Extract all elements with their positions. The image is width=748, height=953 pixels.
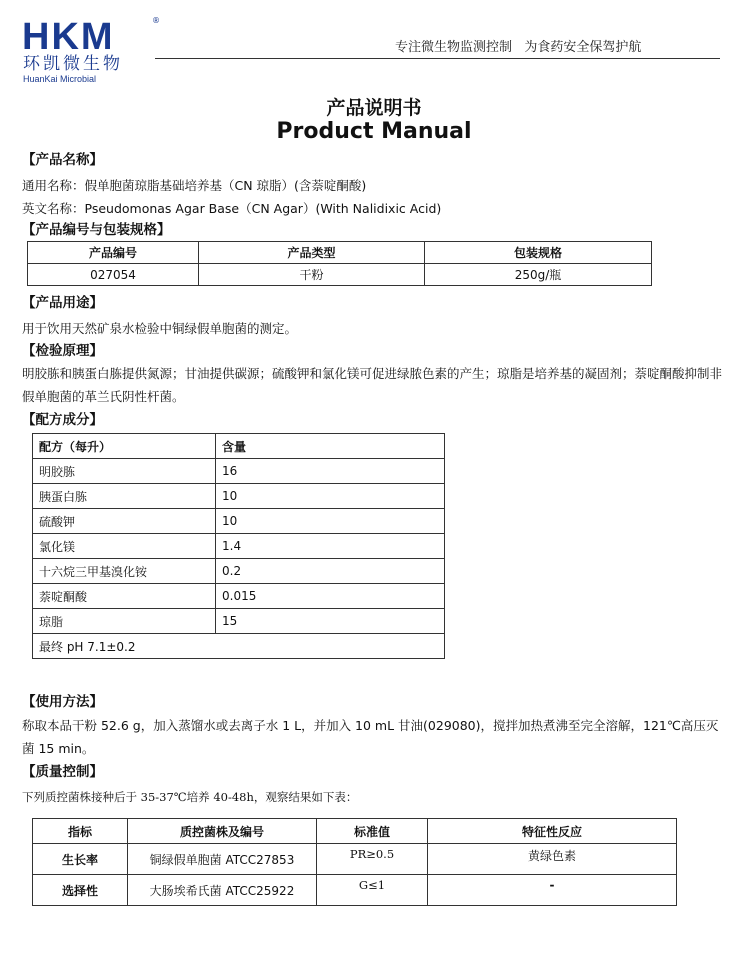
final-ph: 最终 pH 7.1±0.2 bbox=[33, 634, 445, 659]
header-divider bbox=[155, 58, 720, 59]
qc-table bbox=[32, 818, 677, 906]
header-tagline: 专注微生物监测控制 为食药安全保驾护航 bbox=[395, 40, 642, 55]
table-footer-row bbox=[33, 634, 445, 659]
qc-standard: G≤1 bbox=[317, 875, 428, 906]
generic-name: 通用名称：假单胞菌琼脂基础培养基（CN 琼脂）(含萘啶酮酸) bbox=[22, 178, 367, 193]
qc-intro: 下列质控菌株接种后于 35-37℃培养 40-48h，观察结果如下表： bbox=[22, 790, 358, 804]
qc-reaction: 黄绿色素 bbox=[428, 844, 677, 875]
code-table bbox=[27, 241, 652, 286]
header-standard: 标准值 bbox=[317, 819, 428, 844]
qc-strain: 大肠埃希氏菌 ATCC25922 bbox=[128, 875, 317, 906]
section-code-package: 【产品编号与包装规格】 bbox=[22, 222, 171, 238]
ingredient-name: 萘啶酮酸 bbox=[33, 584, 216, 609]
ingredient-amount: 10 bbox=[216, 509, 445, 534]
table-row bbox=[33, 484, 445, 509]
section-formula: 【配方成分】 bbox=[22, 412, 103, 428]
qc-indicator: 生长率 bbox=[33, 844, 128, 875]
ingredient-amount: 0.2 bbox=[216, 559, 445, 584]
formula-table bbox=[32, 433, 445, 659]
table-header-row bbox=[33, 434, 445, 459]
header-indicator: 指标 bbox=[33, 819, 128, 844]
section-principle: 【检验原理】 bbox=[22, 343, 103, 359]
cell-package: 250g/瓶 bbox=[425, 264, 652, 286]
ingredient-name: 琼脂 bbox=[33, 609, 216, 634]
ingredient-amount: 10 bbox=[216, 484, 445, 509]
table-row bbox=[33, 459, 445, 484]
ingredient-name: 氯化镁 bbox=[33, 534, 216, 559]
table-row bbox=[28, 264, 652, 286]
table-row bbox=[33, 509, 445, 534]
cell-type: 干粉 bbox=[199, 264, 425, 286]
registered-mark: ® bbox=[152, 16, 160, 25]
header-package: 包装规格 bbox=[425, 242, 652, 264]
ingredient-name: 十六烷三甲基溴化铵 bbox=[33, 559, 216, 584]
table-header-row bbox=[33, 819, 677, 844]
table-row bbox=[33, 875, 677, 906]
qc-reaction: - bbox=[428, 875, 677, 906]
title-chinese: 产品说明书 bbox=[326, 97, 422, 119]
qc-standard: PR≥0.5 bbox=[317, 844, 428, 875]
table-row bbox=[33, 559, 445, 584]
table-row bbox=[33, 609, 445, 634]
section-use: 【产品用途】 bbox=[22, 295, 103, 311]
company-logo: HKM bbox=[22, 16, 115, 58]
principle-text: 明胶胨和胰蛋白胨提供氮源；甘油提供碳源；硫酸钾和氯化镁可促进绿脓色素的产生；琼脂是培养基的凝固剂；萘啶酮酸抑制非假单胞菌的革兰氏阴性杆菌。 bbox=[22, 366, 723, 404]
header-formula: 配方（每升） bbox=[33, 434, 216, 459]
header-amount: 含量 bbox=[216, 434, 445, 459]
header-type: 产品类型 bbox=[199, 242, 425, 264]
logo-chinese-name: 环凯微生物 bbox=[23, 54, 123, 74]
table-row bbox=[33, 534, 445, 559]
header-reaction: 特征性反应 bbox=[428, 819, 677, 844]
qc-indicator: 选择性 bbox=[33, 875, 128, 906]
ingredient-name: 胰蛋白胨 bbox=[33, 484, 216, 509]
table-header-row bbox=[28, 242, 652, 264]
ingredient-amount: 0.015 bbox=[216, 584, 445, 609]
section-product-name: 【产品名称】 bbox=[22, 152, 103, 168]
table-row bbox=[33, 584, 445, 609]
ingredient-amount: 1.4 bbox=[216, 534, 445, 559]
ingredient-name: 明胶胨 bbox=[33, 459, 216, 484]
english-name: 英文名称：Pseudomonas Agar Base（CN Agar）(With Nalidixic Acid) bbox=[22, 201, 442, 216]
table-row bbox=[33, 844, 677, 875]
ingredient-amount: 16 bbox=[216, 459, 445, 484]
ingredient-name: 硫酸钾 bbox=[33, 509, 216, 534]
header-code: 产品编号 bbox=[28, 242, 199, 264]
header-strain: 质控菌株及编号 bbox=[128, 819, 317, 844]
cell-code: 027054 bbox=[28, 264, 199, 286]
ingredient-amount: 15 bbox=[216, 609, 445, 634]
qc-strain: 铜绿假单胞菌 ATCC27853 bbox=[128, 844, 317, 875]
section-quality-control: 【质量控制】 bbox=[22, 764, 103, 780]
method-text: 称取本品干粉 52.6 g，加入蒸馏水或去离子水 1 L，并加入 10 mL 甘油(029080)，搅拌加热煮沸至完全溶解，121℃高压灭菌 15 min。 bbox=[22, 718, 719, 756]
logo-english-name: HuanKai Microbial bbox=[23, 74, 97, 84]
title-english: Product Manual bbox=[276, 119, 472, 144]
section-method: 【使用方法】 bbox=[22, 694, 103, 710]
use-text: 用于饮用天然矿泉水检验中铜绿假单胞菌的测定。 bbox=[22, 321, 298, 336]
